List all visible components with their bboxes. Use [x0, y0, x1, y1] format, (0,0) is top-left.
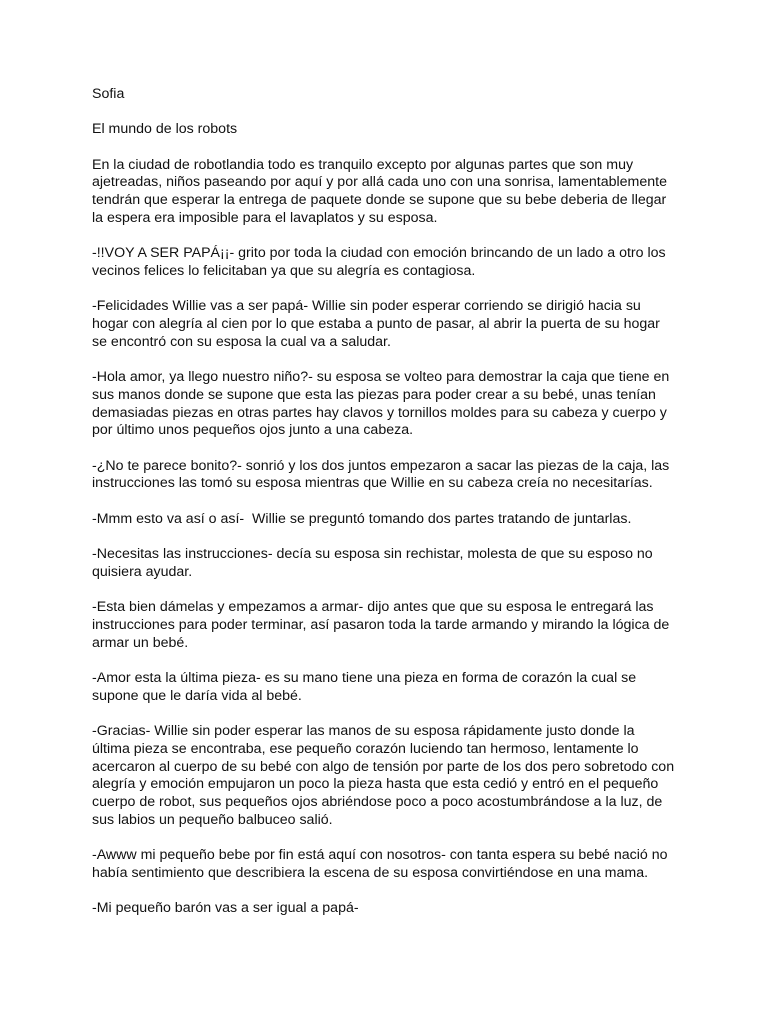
paragraph-line: alegría y emoción empujaron un poco la pieza hasta que esta cedió y entró en el pequeño [92, 776, 659, 793]
paragraph-line: por último unos pequeños ojos junto a una cabeza. [92, 422, 414, 439]
paragraph-line: -Awww mi pequeño bebe por fin está aquí con nosotros- con tanta espera su bebé nació no [92, 847, 668, 864]
story-paragraphs [92, 157, 692, 918]
paragraph-line: instrucciones para poder terminar, así pasaron toda la tarde armando y mirando la lógica de [92, 616, 670, 633]
paragraph-line: había sentimiento que describiera la escena de su esposa convirtiéndose en una mama. [92, 864, 649, 881]
paragraph-line: vecinos felices lo felicitaban ya que su alegría es contagiosa. [92, 262, 476, 279]
story-paragraph [92, 245, 692, 280]
paragraph-line: la espera era imposible para el lavaplatos y su esposa. [92, 209, 438, 226]
story-paragraph [92, 511, 692, 529]
paragraph-line: hogar con alegría al cien por lo que estaba a punto de pasar, al abrir la puerta de su hogar [92, 316, 660, 333]
story-paragraph [92, 599, 692, 652]
paragraph-line: última pieza se encontraba, ese pequeño corazón luciendo tan hermoso, lentamente lo [92, 740, 639, 757]
paragraph-line: demasiadas piezas en otras partes hay clavos y tornillos moldes para su cabeza y cuerpo y [92, 404, 667, 421]
paragraph-line: armar un bebé. [92, 634, 189, 651]
story-paragraph [92, 298, 692, 351]
paragraph-line: supone que le daría vida al bebé. [92, 687, 302, 704]
story-paragraph [92, 157, 692, 228]
story-title: El mundo de los robots [92, 121, 238, 138]
paragraph-line: -Esta bien dámelas y empezamos a armar- dijo antes que que su esposa le entregará las [92, 599, 654, 616]
paragraph-line: quisiera ayudar. [92, 563, 193, 580]
story-paragraph [92, 458, 692, 493]
story-paragraph [92, 670, 692, 705]
paragraph-line: -!!VOY A SER PAPÁ¡¡- grito por toda la ciudad con emoción brincando de un lado a otro los [92, 245, 666, 262]
paragraph-line: acercaron al cuerpo de su bebé con algo de tensión por parte de los dos pero sobretodo con [92, 758, 675, 775]
paragraph-line: En la ciudad de robotlandia todo es tranquilo excepto por algunas partes que son muy [92, 156, 634, 173]
paragraph-line: se encontró con su esposa la cual va a saludar. [92, 333, 391, 350]
story-paragraph [92, 546, 692, 581]
paragraph-line: sus labios un pequeño balbuceo salió. [92, 811, 333, 828]
paragraph-line: -¿No te parece bonito?- sonrió y los dos juntos empezaron a sacar las piezas de la caja, las [92, 457, 670, 474]
story-paragraph [92, 847, 692, 882]
author-name: Sofia [92, 86, 125, 102]
document-body [92, 86, 692, 936]
paragraph-line: ajetreadas, niños paseando por aquí y por allá cada uno con una sonrisa, lamentablemente [92, 174, 667, 191]
story-paragraph [92, 900, 692, 918]
paragraph-line: sus manos donde se supone que esta las piezas para poder crear a su bebé, unas tenían [92, 386, 656, 403]
paragraph-line: -Gracias- Willie sin poder esperar las manos de su esposa rápidamente justo donde la [92, 723, 635, 740]
paragraph-line: cuerpo de robot, sus pequeños ojos abriéndose poco a poco acostumbrándose a la luz, de [92, 793, 663, 810]
paragraph-line: -Mmm esto va así o así- Willie se preguntó tomando dos partes tratando de juntarlas. [92, 510, 632, 527]
story-paragraph [92, 369, 692, 440]
paragraph-line: -Felicidades Willie vas a ser papá- Willie sin poder esperar corriendo se dirigió hacia su [92, 298, 641, 315]
paragraph-line: -Mi pequeño barón vas a ser igual a papá- [92, 900, 359, 917]
story-paragraph [92, 723, 692, 829]
paragraph-line: instrucciones las tomó su esposa mientras que Willie en su cabeza creía no necesitarías. [92, 475, 653, 492]
paragraph-line: tendrán que esperar la entrega de paquete donde se supone que su bebe deberia de llegar [92, 192, 667, 209]
paragraph-line: -Necesitas las instrucciones- decía su esposa sin rechistar, molesta de que su esposo no [92, 546, 653, 563]
paragraph-line: -Hola amor, ya llego nuestro niño?- su esposa se volteo para demostrar la caja que tiene en [92, 369, 670, 386]
paragraph-line: -Amor esta la última pieza- es su mano tiene una pieza en forma de corazón la cual se [92, 670, 637, 687]
